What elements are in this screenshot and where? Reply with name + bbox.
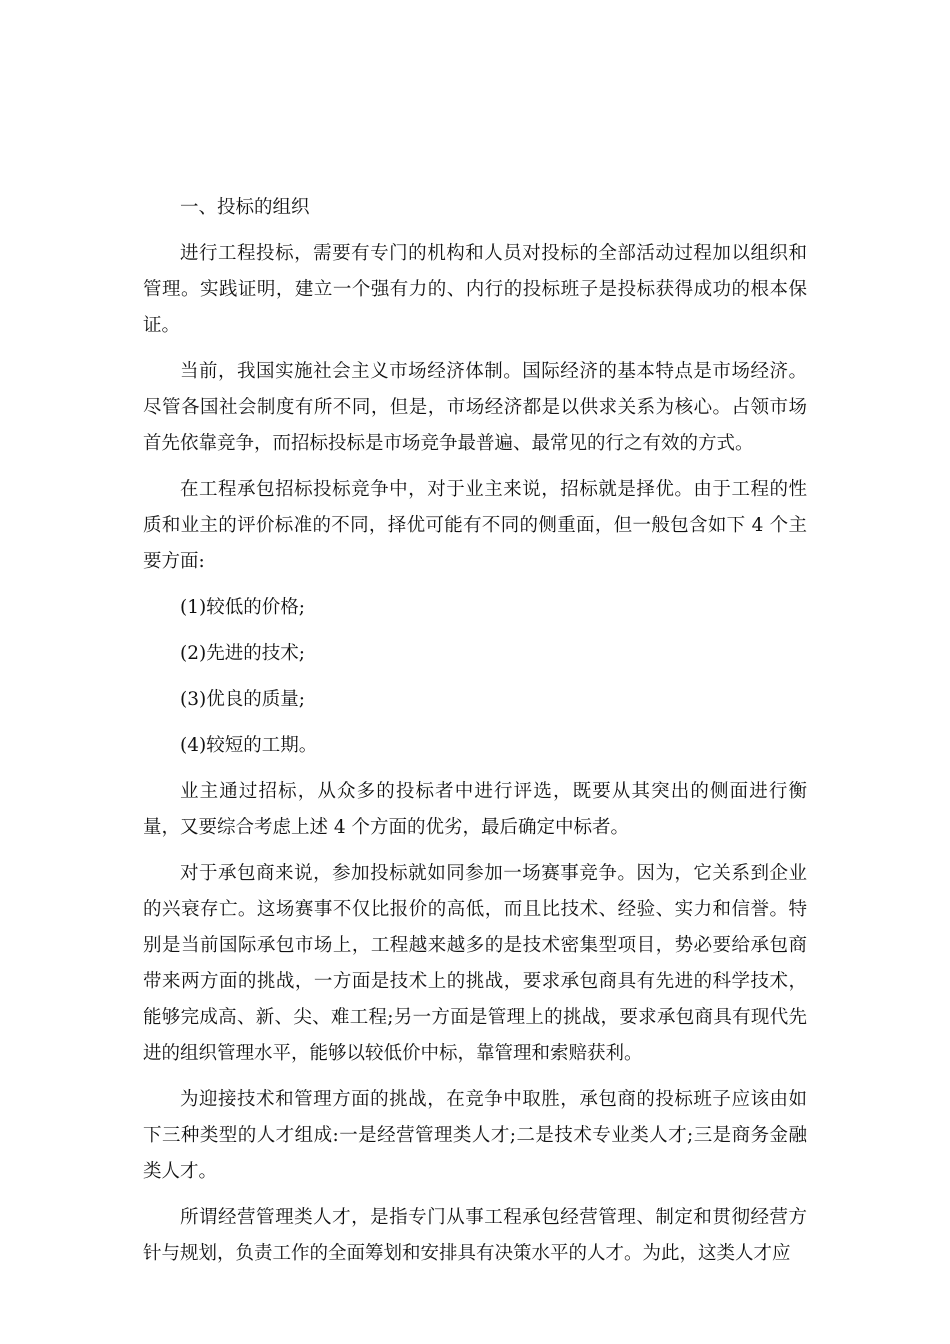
list-item-1: (1)较低的价格; (180, 597, 305, 618)
document-body (143, 190, 807, 1272)
paragraph-7: 所谓经营管理类人才，是指专门从事工程承包经营管理、制定和贯彻经营方针与规划，负责工作的全面筹划和安排具有决策水平的人才。为此，这类人才应 (143, 1207, 807, 1264)
list-item-4: (4)较短的工期。 (180, 735, 318, 756)
paragraph-6: 为迎接技术和管理方面的挑战，在竞争中取胜，承包商的投标班子应该由如下三种类型的人才组成:一是经营管理类人才;二是技术专业类人才;三是商务金融类人才。 (143, 1089, 807, 1182)
paragraph-2: 当前，我国实施社会主义市场经济体制。国际经济的基本特点是市场经济。尽管各国社会制度有所不同，但是，市场经济都是以供求关系为核心。占领市场首先依靠竞争，而招标投标是市场竞争最普遍、最常见的行之有效的方式。 (143, 361, 807, 454)
list-item-2: (2)先进的技术; (180, 643, 305, 664)
paragraph-5: 对于承包商来说，参加投标就如同参加一场赛事竞争。因为，它关系到企业的兴衰存亡。这场赛事不仅比报价的高低，而且比技术、经验、实力和信誉。特别是当前国际承包市场上，工程越来越多的是技术密集型项目，势必要给承包商带来两方面的挑战，一方面是技术上的挑战，要求承包商具有先进的科学技术，能够完成高、新、尖、难工程;另一方面是管理上的挑战，要求承包商具有现代先进的组织管理水平，能够以较低价中标，靠管理和索赔获利。 (143, 863, 807, 1064)
paragraph-3: 在工程承包招标投标竞争中，对于业主来说，招标就是择优。由于工程的性质和业主的评价标准的不同，择优可能有不同的侧重面，但一般包含如下 4 个主要方面: (143, 479, 807, 572)
paragraph-1: 进行工程投标，需要有专门的机构和人员对投标的全部活动过程加以组织和管理。实践证明，建立一个强有力的、内行的投标班子是投标获得成功的根本保证。 (143, 243, 807, 336)
paragraph-4: 业主通过招标，从众多的投标者中进行评选，既要从其突出的侧面进行衡量，又要综合考虑上述 4 个方面的优劣，最后确定中标者。 (143, 781, 807, 838)
list-item-3: (3)优良的质量; (180, 689, 305, 710)
section-heading: 一、投标的组织 (180, 197, 310, 218)
